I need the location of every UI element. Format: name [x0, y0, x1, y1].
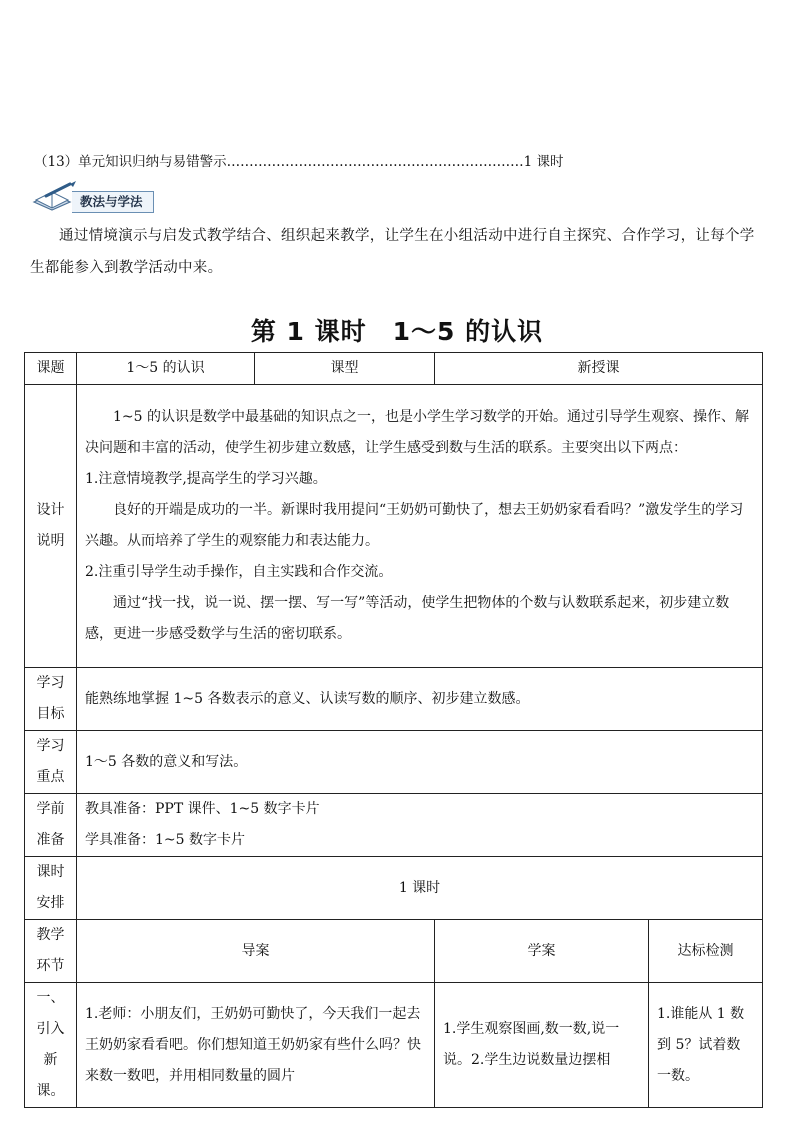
lesson-title: 第 1 课时 1～5 的认识 — [250, 317, 544, 346]
type-value: 新授课 — [435, 353, 763, 385]
design-label: 设计 说明 — [25, 385, 77, 668]
design-paragraph: 良好的开端是成功的一半。新课时我用提问“王奶奶可勤快了，想去王奶奶家看看吗？”激发学生的学习兴趣。从而培养了学生的观察能力和表达能力。 — [85, 502, 744, 549]
design-paragraph: 通过“找一找，说一说、摆一摆、写一写”等活动，使学生把物体的个数与认数联系起来，初步建立数感，更进一步感受数学与生活的密切联系。 — [85, 595, 730, 642]
phase-label: 教学 环节 — [25, 920, 77, 983]
goal-value: 能熟练地掌握 1~5 各数表示的意义、认读写数的顺序、初步建立数感。 — [77, 668, 763, 731]
intro-paragraph: 通过情境演示与启发式教学结合、组织起来教学，让学生在小组活动中进行自主探究、合作学习，让每个学生都能参入到教学活动中来。 — [30, 228, 755, 276]
topic-label: 课题 — [25, 353, 77, 385]
student-prep: 学具准备：1~5 数字卡片 — [85, 832, 245, 848]
focus-label: 学习 重点 — [25, 731, 77, 794]
goal-label: 学习 目标 — [25, 668, 77, 731]
guide-column-header: 导案 — [77, 920, 435, 983]
design-paragraph: 1.注意情境教学,提高学生的学习兴趣。 — [85, 471, 327, 487]
study-column-header: 学案 — [435, 920, 649, 983]
prep-content — [77, 794, 763, 857]
prep-label: 学前 准备 — [25, 794, 77, 857]
step1-guide: 1.老师：小朋友们，王奶奶可勤快了，今天我们一起去王奶奶家看看吧。你们想知道王奶奶家有些什么吗？快来数一数吧，并用相同数量的圆片 — [77, 983, 435, 1108]
table-row-prep — [25, 794, 763, 857]
teacher-prep: 教具准备：PPT 课件、1~5 数字卡片 — [85, 801, 320, 817]
section-badge — [30, 180, 190, 214]
topic-value: 1～5 的认识 — [77, 353, 255, 385]
design-content — [77, 385, 763, 668]
badge-label: 教法与学法 — [72, 191, 154, 213]
time-value: 1 课时 — [77, 857, 763, 920]
design-paragraph: 2.注重引导学生动手操作，自主实践和合作交流。 — [85, 564, 393, 580]
table-row-step1 — [25, 983, 763, 1108]
step1-label: 一、 引入 新课。 — [25, 983, 77, 1108]
type-label: 课型 — [255, 353, 435, 385]
table-row-focus — [25, 731, 763, 794]
table-row-topic — [25, 353, 763, 385]
lesson-plan-table — [24, 352, 763, 1108]
table-row-time — [25, 857, 763, 920]
time-label: 课时 安排 — [25, 857, 77, 920]
step1-check: 1.谁能从 1 数到 5？试着数一数。 — [649, 983, 763, 1108]
design-paragraph: 1~5 的认识是数学中最基础的知识点之一，也是小学生学习数学的开始。通过引导学生观察、操作、解决问题和丰富的活动，使学生初步建立数感，让学生感受到数与生活的联系。主要突出以下两点： — [85, 409, 749, 456]
table-row-header — [25, 920, 763, 983]
focus-value: 1～5 各数的意义和写法。 — [77, 731, 763, 794]
table-row-goal — [25, 668, 763, 731]
check-column-header: 达标检测 — [649, 920, 763, 983]
toc-entry: （13）单元知识归纳与易错警示…………………………………………………………1 课时 — [34, 154, 564, 170]
step1-study: 1.学生观察图画,数一数,说一说。2.学生边说数量边摆相 — [435, 983, 649, 1108]
table-row-design — [25, 385, 763, 668]
